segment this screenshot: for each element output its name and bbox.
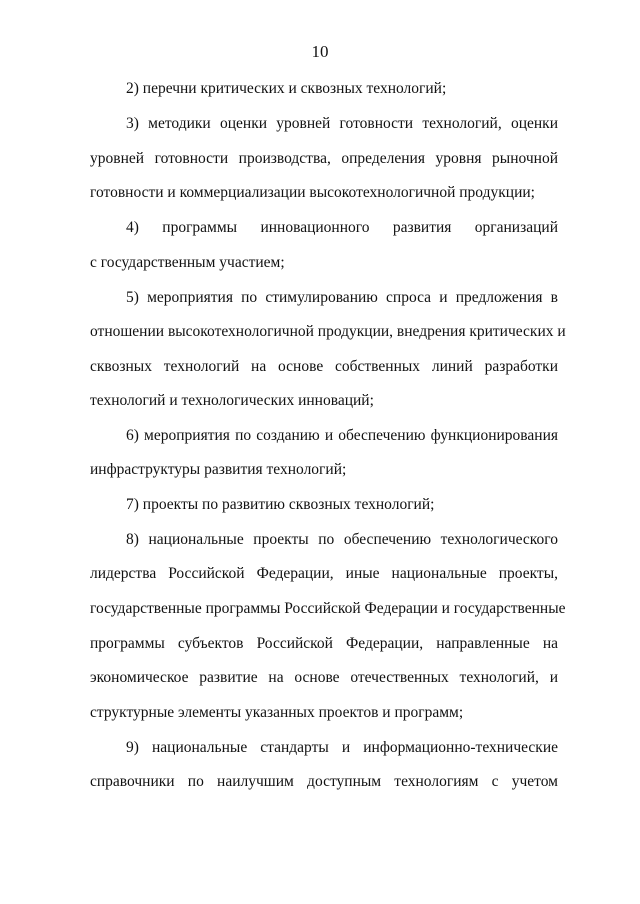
- list-item-8-line-6: структурные элементы указанных проектов и программ;: [90, 704, 464, 721]
- list-item-5-line-1: 5) мероприятия по стимулированию спроса и предложения в: [126, 289, 558, 306]
- list-item-4-line-2: с государственным участием;: [90, 254, 285, 271]
- list-item-2-line-1: 2) перечни критических и сквозных технологий;: [126, 80, 447, 97]
- list-item-8-line-4: программы субъектов Российской Федерации, направленные на: [90, 635, 558, 652]
- list-item-9-line-2: справочники по наилучшим доступным технологиям с учетом: [90, 773, 558, 790]
- list-item-8-line-3: государственные программы Российской Федерации и государственные: [90, 600, 566, 617]
- list-item-8-line-2: лидерства Российской Федерации, иные национальные проекты,: [90, 565, 558, 582]
- list-item-8-line-5: экономическое развитие на основе отечественных технологий, и: [90, 669, 558, 686]
- list-item-4-line-1: 4) программы инновационного развития организаций: [126, 219, 558, 236]
- list-item-6-line-2: инфраструктуры развития технологий;: [90, 461, 347, 478]
- list-item-8-line-1: 8) национальные проекты по обеспечению технологического: [126, 531, 558, 548]
- list-item-5-line-4: технологий и технологических инноваций;: [90, 392, 374, 409]
- list-item-7-line-1: 7) проекты по развитию сквозных технологий;: [126, 496, 435, 513]
- list-item-3-line-3: готовности и коммерциализации высокотехнологичной продукции;: [90, 184, 535, 201]
- list-item-5-line-2: отношении высокотехнологичной продукции, внедрения критических и: [90, 323, 566, 340]
- list-item-3-line-2: уровней готовности производства, определения уровня рыночной: [90, 150, 558, 167]
- page-number: 10: [311, 42, 329, 61]
- list-item-5-line-3: сквозных технологий на основе собственных линий разработки: [90, 358, 558, 375]
- list-item-6-line-1: 6) мероприятия по созданию и обеспечению функционирования: [126, 427, 558, 444]
- list-item-3-line-1: 3) методики оценки уровней готовности технологий, оценки: [126, 115, 558, 132]
- list-item-9-line-1: 9) национальные стандарты и информационно-технические: [126, 739, 558, 756]
